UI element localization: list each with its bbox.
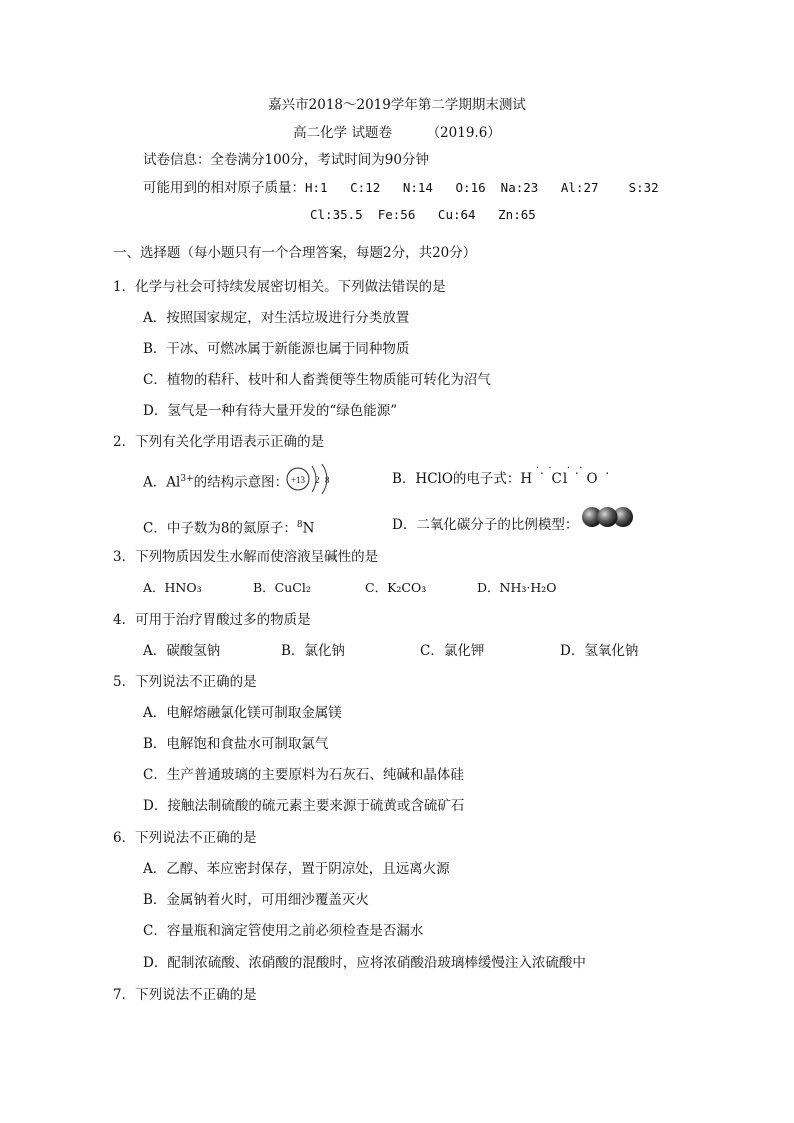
question-3-stem: 3．下列物质因发生水解而使溶液呈碱性的是: [113, 549, 379, 565]
al-ion-structure-diagram: [283, 462, 343, 496]
mass-number: 8: [296, 520, 303, 530]
question-5-stem: 5．下列说法不正确的是: [113, 674, 257, 690]
question-5-option-b: B．电解饱和食盐水可制取氯气: [143, 736, 329, 752]
atomic-mass-values-2: Cl:35.5 Fe:56 Cu:64 Zn:65: [310, 207, 536, 222]
option-c-prefix: C．中子数为8的氮原子：: [143, 520, 297, 537]
option-a-suffix: 的结构示意图：: [193, 474, 289, 491]
atomic-mass-values-1: H:1 C:12 N:14 O:16 Na:23 Al:27 S:32: [305, 180, 659, 195]
carbon-atom: [598, 507, 618, 527]
question-4-option-c: C．氯化钾: [420, 643, 485, 659]
question-3-option-b: B．CuCl₂: [253, 580, 311, 595]
question-6-option-b: B．金属钠着火时，可用细沙覆盖灭火: [143, 892, 369, 908]
question-4-option-d: D．氢氧化钠: [560, 643, 639, 659]
question-1-option-d: D．氢气是一种有待大量开发的“绿色能源”: [143, 403, 398, 419]
question-1-option-a: A．按照国家规定，对生活垃圾进行分类放置: [143, 310, 410, 326]
question-2-option-a: [143, 470, 288, 492]
question-3-option-a: A．HNO₃: [143, 580, 202, 595]
question-1-stem: 1．化学与社会可持续发展密切相关。下列做法错误的是: [113, 279, 446, 295]
question-4-option-b: B．氯化钠: [281, 643, 345, 659]
nucleus-charge: +13: [290, 475, 306, 485]
question-2-stem: 2．下列有关化学用语表示正确的是: [113, 434, 325, 450]
question-5-option-d: D．接触法制硫酸的硫元素主要来源于硫黄或含硫矿石: [143, 798, 465, 814]
co2-ratio-model: [580, 504, 636, 530]
option-a-prefix: A．Al: [143, 474, 181, 491]
question-5-option-a: A．电解熔融氯化镁可制取金属镁: [143, 705, 342, 721]
subject-title: 高二化学 试题卷: [293, 125, 392, 141]
exam-info: 试卷信息：全卷满分100分，考试时间为90分钟: [143, 152, 429, 168]
electron-dots-top: · · · ·: [536, 463, 586, 474]
shell-1-electrons: 2: [315, 475, 320, 485]
question-6-option-a: A．乙醇、苯应密封保存，置于阴凉处，且远离火源: [143, 861, 450, 877]
hclo-electron-formula: H ˙ Cl ˙ O ˙: [520, 471, 612, 487]
section-title: 一、选择题（每小题只有一个合理答案，每题2分，共20分）: [113, 245, 477, 261]
question-3-option-d: D．NH₃·H₂O: [477, 580, 557, 595]
ion-charge: 3+: [180, 474, 194, 484]
question-4-stem: 4．可用于治疗胃酸过多的物质是: [113, 612, 311, 628]
question-2-option-c: [143, 516, 314, 538]
question-3-option-c: C．K₂CO₃: [365, 580, 427, 595]
exam-date: （2019.6）: [426, 125, 501, 141]
question-2-option-d: D．二氧化碳分子的比例模型：: [392, 517, 579, 533]
shell-2-electrons: 8: [325, 475, 330, 485]
question-4-option-a: A．碳酸氢钠: [143, 643, 221, 659]
exam-subtitle: [0, 124, 794, 142]
option-b-prefix: B．HClO的电子式：: [392, 471, 521, 487]
question-1-option-c: C．植物的秸秆、枝叶和人畜粪便等生物质能可转化为沼气: [143, 372, 491, 388]
question-5-option-c: C．生产普通玻璃的主要原料为石灰石、纯碱和晶体硅: [143, 767, 464, 783]
question-6-stem: 6．下列说法不正确的是: [113, 830, 257, 846]
question-7-stem: 7．下列说法不正确的是: [113, 987, 257, 1003]
element-symbol: N: [302, 520, 315, 537]
atomic-mass-label: 可能用到的相对原子质量：: [143, 180, 305, 196]
atomic-mass-line-1: [143, 179, 659, 197]
question-6-option-c: C．容量瓶和滴定管使用之前必须检查是否漏水: [143, 923, 424, 939]
question-6-option-d: D．配制浓硫酸、浓硝酸的混酸时，应将浓硝酸沿玻璃棒缓慢注入浓硫酸中: [143, 955, 586, 971]
exam-title: 嘉兴市2018～2019学年第二学期期末测试: [268, 97, 526, 113]
question-1-option-b: B．干冰、可燃冰属于新能源也属于同种物质: [143, 341, 410, 357]
